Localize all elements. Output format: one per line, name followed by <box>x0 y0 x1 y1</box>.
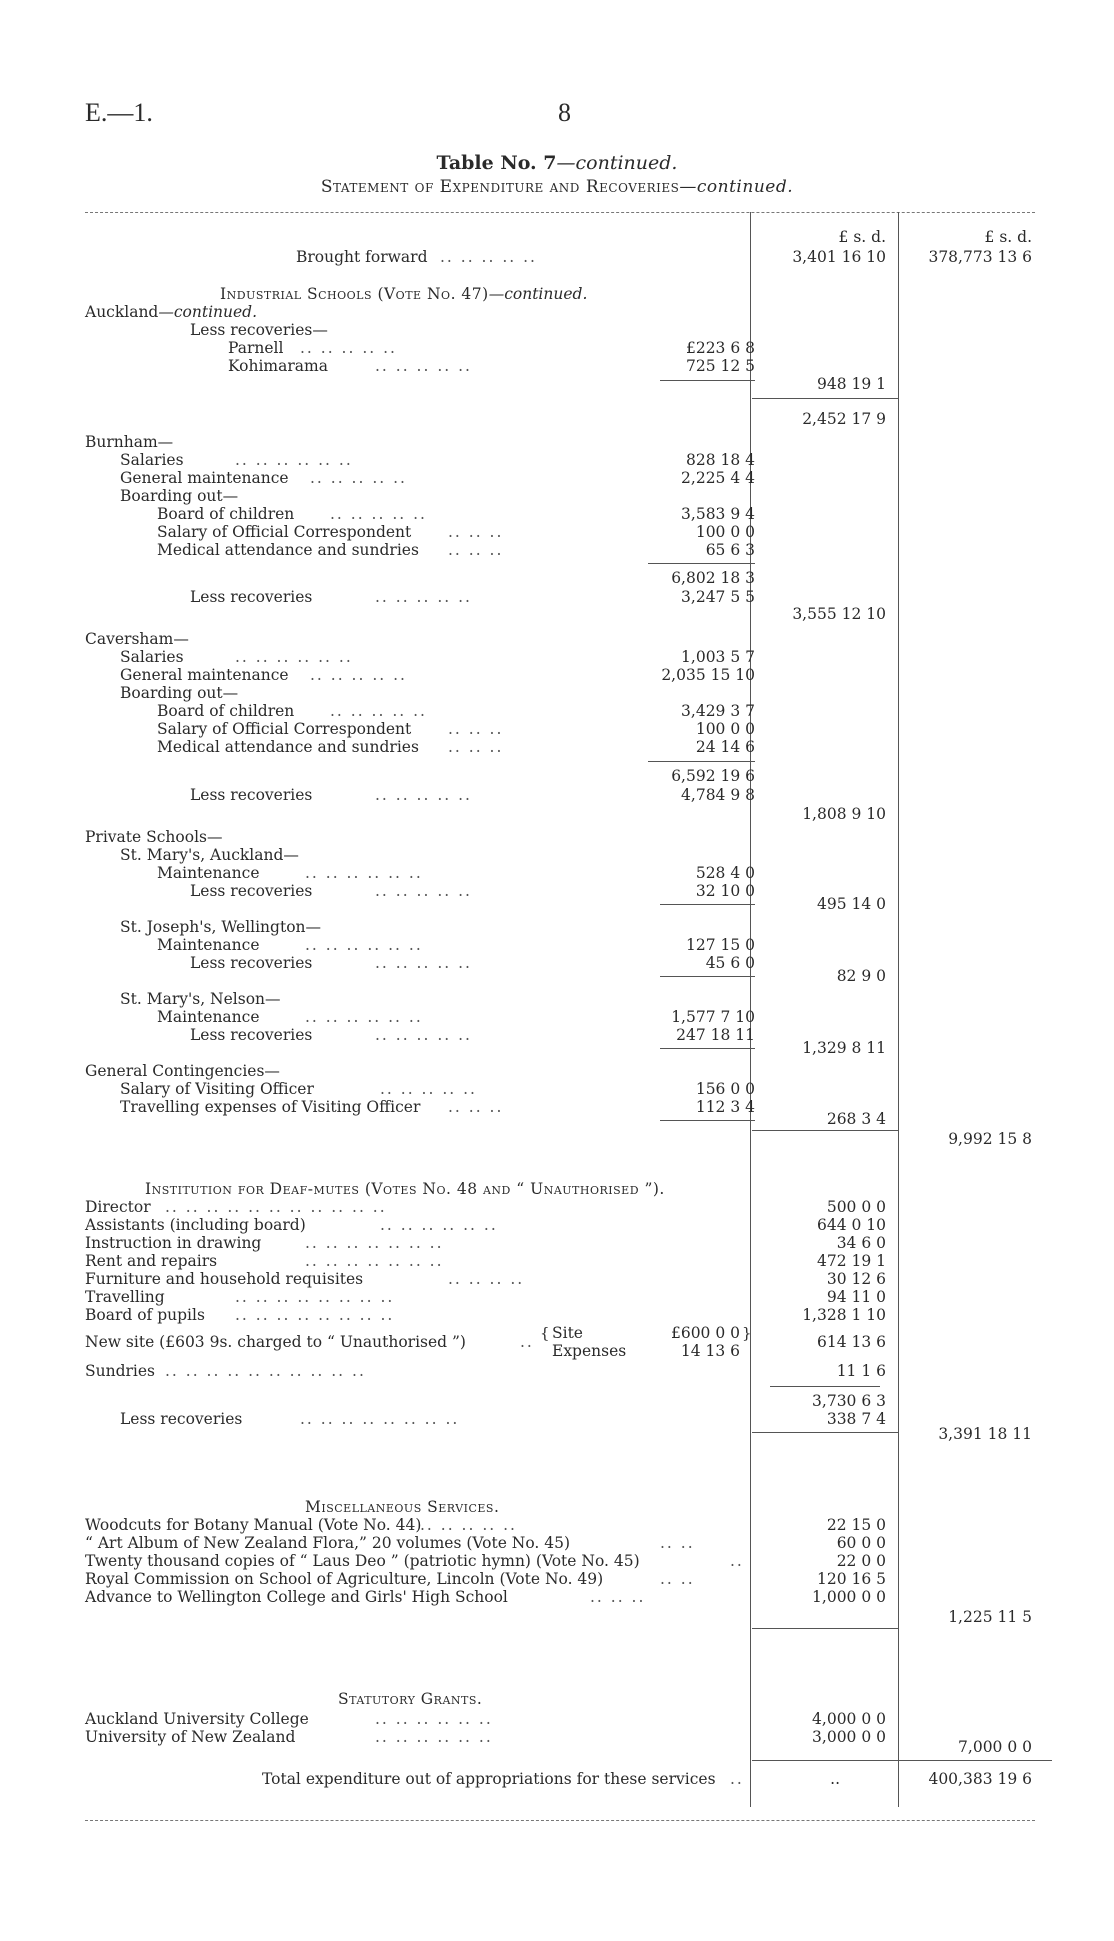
row-label: Board of pupils <box>85 1306 205 1324</box>
caversham-less-row: Less recoveries .. .. .. .. .. 4,784 9 8 <box>190 786 755 804</box>
deaf-less-row: Less recoveries .. .. .. .. .. .. .. .. 338 7 4 <box>120 1410 886 1428</box>
row-a2: 11 1 6 <box>836 1362 886 1380</box>
deaf-assistants-row: Assistants (including board) .. .. .. .. .. .. 644 0 10 <box>85 1216 886 1234</box>
brought-forward-label: Brought forward <box>296 248 428 266</box>
auckland-heading: Auckland—continued. <box>85 303 258 321</box>
sj-net: 82 9 0 <box>836 967 886 985</box>
parnell-label: Parnell <box>228 339 284 357</box>
site-label: Site <box>552 1324 583 1342</box>
burnham-salaries-row: Salaries .. .. .. .. .. .. 828 18 4 <box>120 451 755 469</box>
row-a2: 4,000 0 0 <box>812 1710 886 1728</box>
row-label: New site (£603 9s. charged to “ Unauthorised ”) <box>85 1333 466 1351</box>
row-label: Maintenance <box>157 1008 260 1026</box>
caversham-subtotal: 6,592 19 6 <box>671 767 755 785</box>
page-header-code: E.—1. <box>85 98 153 127</box>
industrial-heading: Industrial Schools (Vote No. 47)—continued. <box>220 285 588 303</box>
statutory-heading: Statutory Grants. <box>338 1690 483 1708</box>
contingencies-net: 268 3 4 <box>826 1110 886 1128</box>
grand-total-a3: 400,383 19 6 <box>928 1770 1032 1788</box>
table-subtitle: Statement of Expenditure and Recoveries—continued. <box>320 177 794 197</box>
row-a1: 1,577 7 10 <box>671 1008 755 1026</box>
deaf-newsite-row: New site (£603 9s. charged to “ Unauthorised ”) .. { Site Expenses £600 0 0 14 13 6 } 614 13 6 <box>85 1324 886 1360</box>
row-a1: 100 0 0 <box>695 720 755 738</box>
row-a2: 500 0 0 <box>826 1198 886 1216</box>
row-a1: 3,247 5 5 <box>681 588 755 606</box>
row-a1: 2,035 15 10 <box>661 666 755 684</box>
row-a2: 30 12 6 <box>826 1270 886 1288</box>
row-a1: 528 4 0 <box>695 864 755 882</box>
row-a1: 112 3 4 <box>695 1098 755 1116</box>
sma-less-row: Less recoveries .. .. .. .. .. 32 10 0 <box>190 882 755 900</box>
row-a1: 4,784 9 8 <box>681 786 755 804</box>
kohimarama-row: Kohimarama .. .. .. .. .. 725 12 5 <box>228 357 755 375</box>
top-rule <box>85 212 1035 213</box>
misc-woodcuts-row: Woodcuts for Botany Manual (Vote No. 44) .. .. .. .. .. 22 15 0 <box>85 1516 886 1534</box>
leader-dots: .. .. .. .. .. <box>440 248 537 266</box>
row-label: Travelling expenses of Visiting Officer <box>120 1098 421 1116</box>
caversham-heading: Caversham— <box>85 630 189 648</box>
deaf-furniture-row: Furniture and household requisites .. .. .. .. 30 12 6 <box>85 1270 886 1288</box>
misc-royal-row: Royal Commission on School of Agriculture, Lincoln (Vote No. 49) .. .. 120 16 5 <box>85 1570 886 1588</box>
private-heading: Private Schools— <box>85 828 223 846</box>
row-label: Salaries <box>120 648 184 666</box>
brought-forward-row <box>0 248 1114 266</box>
misc-total: 1,225 11 5 <box>948 1608 1032 1626</box>
deaf-board-row: Board of pupils .. .. .. .. .. .. .. .. 1,328 1 10 <box>85 1306 886 1324</box>
row-label: Salary of Official Correspondent <box>157 523 412 541</box>
expenses-label: Expenses <box>552 1342 627 1360</box>
stmary-auckland-heading: St. Mary's, Auckland— <box>120 846 299 864</box>
caversham-general-row: General maintenance .. .. .. .. .. 2,035 15 10 <box>120 666 755 684</box>
row-a2: 22 0 0 <box>836 1552 886 1570</box>
row-label: Twenty thousand copies of “ Laus Deo ” (patriotic hymn) (Vote No. 45) <box>85 1552 640 1570</box>
parnell-row: Parnell .. .. .. .. .. £223 6 8 <box>228 339 755 357</box>
deaf-subtotal: 3,730 6 3 <box>812 1392 886 1410</box>
deaf-net: 3,391 18 11 <box>938 1425 1032 1443</box>
row-label: Instruction in drawing <box>85 1234 262 1252</box>
row-a2: 22 15 0 <box>826 1516 886 1534</box>
row-a2: 1,328 1 10 <box>802 1306 886 1324</box>
deaf-heading: Institution for Deaf-mutes (Votes No. 48 and “ Unauthorised ”). <box>145 1180 665 1198</box>
row-a2: 338 7 4 <box>826 1410 886 1428</box>
deaf-travelling-row: Travelling .. .. .. .. .. .. .. .. 94 11 0 <box>85 1288 886 1306</box>
auckland-recoveries-total: 948 19 1 <box>816 375 886 393</box>
row-label: Less recoveries <box>190 954 313 972</box>
row-label: University of New Zealand <box>85 1728 296 1746</box>
statutory-nz-row: University of New Zealand .. .. .. .. .. .. 3,000 0 0 <box>85 1728 886 1746</box>
table-title: Table No. 7—continued. <box>436 152 678 174</box>
row-a1: 45 6 0 <box>705 954 755 972</box>
row-a1: 100 0 0 <box>695 523 755 541</box>
caversham-medical-row: Medical attendance and sundries .. .. .. 24 14 6 <box>157 738 755 756</box>
row-label: Auckland University College <box>85 1710 309 1728</box>
row-a1: 24 14 6 <box>695 738 755 756</box>
sma-net: 495 14 0 <box>816 895 886 913</box>
row-label: Assistants (including board) <box>85 1216 306 1234</box>
parnell-a1: £223 6 8 <box>685 339 755 357</box>
row-label: Maintenance <box>157 936 260 954</box>
row-label: Director <box>85 1198 151 1216</box>
misc-heading: Miscellaneous Services. <box>305 1498 500 1516</box>
row-a1: 3,429 3 7 <box>681 702 755 720</box>
travel-visiting-row: Travelling expenses of Visiting Officer .. .. .. 112 3 4 <box>120 1098 755 1116</box>
row-label: Less recoveries <box>190 1026 313 1044</box>
row-label: Board of children <box>157 702 295 720</box>
row-label: Salaries <box>120 451 184 469</box>
brought-forward-a3: 378,773 13 6 <box>928 248 1032 266</box>
row-label: Salary of Visiting Officer <box>120 1080 314 1098</box>
sma-maintenance-row: Maintenance .. .. .. .. .. .. 528 4 0 <box>157 864 755 882</box>
row-label: Maintenance <box>157 864 260 882</box>
row-a1: 32 10 0 <box>695 882 755 900</box>
burnham-salary-official-row: Salary of Official Correspondent .. .. .. 100 0 0 <box>157 523 755 541</box>
row-a2: 644 0 10 <box>816 1216 886 1234</box>
burnham-boarding-heading: Boarding out— <box>120 487 239 505</box>
col-head-2: £ s. d. <box>838 228 886 246</box>
burnham-heading: Burnham— <box>85 433 174 451</box>
deaf-instruction-row: Instruction in drawing .. .. .. .. .. .. .. 34 6 0 <box>85 1234 886 1252</box>
row-a1: 1,003 5 7 <box>681 648 755 666</box>
row-label: Less recoveries <box>190 588 313 606</box>
smn-net: 1,329 8 11 <box>802 1039 886 1057</box>
caversham-boarding-heading: Boarding out— <box>120 684 239 702</box>
page-number: 8 <box>558 98 571 127</box>
kohimarama-label: Kohimarama <box>228 357 328 375</box>
caversham-salary-official-row: Salary of Official Correspondent .. .. .. 100 0 0 <box>157 720 755 738</box>
stmary-nelson-heading: St. Mary's, Nelson— <box>120 990 281 1008</box>
sj-less-row: Less recoveries .. .. .. .. .. 45 6 0 <box>190 954 755 972</box>
row-label: “ Art Album of New Zealand Flora,” 20 volumes (Vote No. 45) <box>85 1534 571 1552</box>
row-a1: 127 15 0 <box>685 936 755 954</box>
kohimarama-a1: 725 12 5 <box>685 357 755 375</box>
statutory-total: 7,000 0 0 <box>958 1738 1032 1756</box>
less-recoveries-heading: Less recoveries— <box>190 321 328 339</box>
caversham-salaries-row: Salaries .. .. .. .. .. .. 1,003 5 7 <box>120 648 755 666</box>
row-a2: 614 13 6 <box>816 1333 886 1351</box>
row-label: Royal Commission on School of Agriculture, Lincoln (Vote No. 49) <box>85 1570 604 1588</box>
row-a2: 3,000 0 0 <box>812 1728 886 1746</box>
burnham-subtotal: 6,802 18 3 <box>671 569 755 587</box>
row-label: Sundries <box>85 1362 155 1380</box>
caversham-board-row: Board of children .. .. .. .. .. 3,429 3 7 <box>157 702 755 720</box>
burnham-net: 3,555 12 10 <box>792 605 886 623</box>
burnham-board-row: Board of children .. .. .. .. .. 3,583 9 4 <box>157 505 755 523</box>
row-a2: 60 0 0 <box>836 1534 886 1552</box>
row-label: Travelling <box>85 1288 165 1306</box>
grand-total-row: Total expenditure out of appropriations for these services .. .. 400,383 19 6 <box>262 1770 1032 1788</box>
smn-less-row: Less recoveries .. .. .. .. .. 247 18 11 <box>190 1026 755 1044</box>
col-head-3: £ s. d. <box>984 228 1032 246</box>
site-amount: £600 0 0 <box>670 1324 740 1342</box>
row-label: Board of children <box>157 505 295 523</box>
row-label: Less recoveries <box>190 786 313 804</box>
smn-maintenance-row: Maintenance .. .. .. .. .. .. 1,577 7 10 <box>157 1008 755 1026</box>
row-label: Woodcuts for Botany Manual (Vote No. 44) <box>85 1516 422 1534</box>
caversham-net: 1,808 9 10 <box>802 805 886 823</box>
row-label: Salary of Official Correspondent <box>157 720 412 738</box>
row-a2: 1,000 0 0 <box>812 1588 886 1606</box>
sj-maintenance-row: Maintenance .. .. .. .. .. .. 127 15 0 <box>157 936 755 954</box>
burnham-medical-row: Medical attendance and sundries .. .. .. 65 6 3 <box>157 541 755 559</box>
row-a2: 94 11 0 <box>826 1288 886 1306</box>
industrial-schools-total: 9,992 15 8 <box>948 1130 1032 1148</box>
misc-laus-row: Twenty thousand copies of “ Laus Deo ” (patriotic hymn) (Vote No. 45) .. 22 0 0 <box>85 1552 886 1570</box>
row-label: Medical attendance and sundries <box>157 541 419 559</box>
misc-advance-row: Advance to Wellington College and Girls' High School .. .. .. 1,000 0 0 <box>85 1588 886 1606</box>
row-label: Rent and repairs <box>85 1252 218 1270</box>
expenses-amount: 14 13 6 <box>680 1342 740 1360</box>
grand-total-label: Total expenditure out of appropriations for these services <box>262 1770 716 1788</box>
row-a2: 34 6 0 <box>836 1234 886 1252</box>
bottom-rule <box>85 1820 1035 1821</box>
brought-forward-a2: 3,401 16 10 <box>792 248 886 266</box>
contingencies-heading: General Contingencies— <box>85 1062 280 1080</box>
row-a1: 65 6 3 <box>705 541 755 559</box>
row-a1: 828 18 4 <box>685 451 755 469</box>
deaf-rent-row: Rent and repairs .. .. .. .. .. .. .. 472 19 1 <box>85 1252 886 1270</box>
row-label: Less recoveries <box>190 882 313 900</box>
statutory-auckland-row: Auckland University College .. .. .. .. .. .. 4,000 0 0 <box>85 1710 886 1728</box>
deaf-director-row: Director .. .. .. .. .. .. .. .. .. .. .. 500 0 0 <box>85 1198 886 1216</box>
burnham-less-row: Less recoveries .. .. .. .. .. 3,247 5 5 <box>190 588 755 606</box>
row-a1: 2,225 4 4 <box>681 469 755 487</box>
row-label: Less recoveries <box>120 1410 243 1428</box>
stjoseph-heading: St. Joseph's, Wellington— <box>120 918 322 936</box>
grand-total-a2: .. <box>830 1770 840 1788</box>
auckland-net: 2,452 17 9 <box>802 410 886 428</box>
salary-visiting-row: Salary of Visiting Officer .. .. .. .. .. 156 0 0 <box>120 1080 755 1098</box>
row-label: Furniture and household requisites <box>85 1270 364 1288</box>
row-a1: 3,583 9 4 <box>681 505 755 523</box>
row-label: General maintenance <box>120 666 289 684</box>
row-a2: 120 16 5 <box>816 1570 886 1588</box>
burnham-general-row: General maintenance .. .. .. .. .. 2,225 4 4 <box>120 469 755 487</box>
row-a2: 472 19 1 <box>816 1252 886 1270</box>
deaf-sundries-row: Sundries .. .. .. .. .. .. .. .. .. .. 11 1 6 <box>85 1362 886 1380</box>
misc-album-row: “ Art Album of New Zealand Flora,” 20 volumes (Vote No. 45) .. .. 60 0 0 <box>85 1534 886 1552</box>
row-label: Medical attendance and sundries <box>157 738 419 756</box>
row-label: General maintenance <box>120 469 289 487</box>
row-label: Advance to Wellington College and Girls' High School <box>85 1588 508 1606</box>
row-a1: 156 0 0 <box>695 1080 755 1098</box>
row-a1: 247 18 11 <box>676 1026 755 1044</box>
